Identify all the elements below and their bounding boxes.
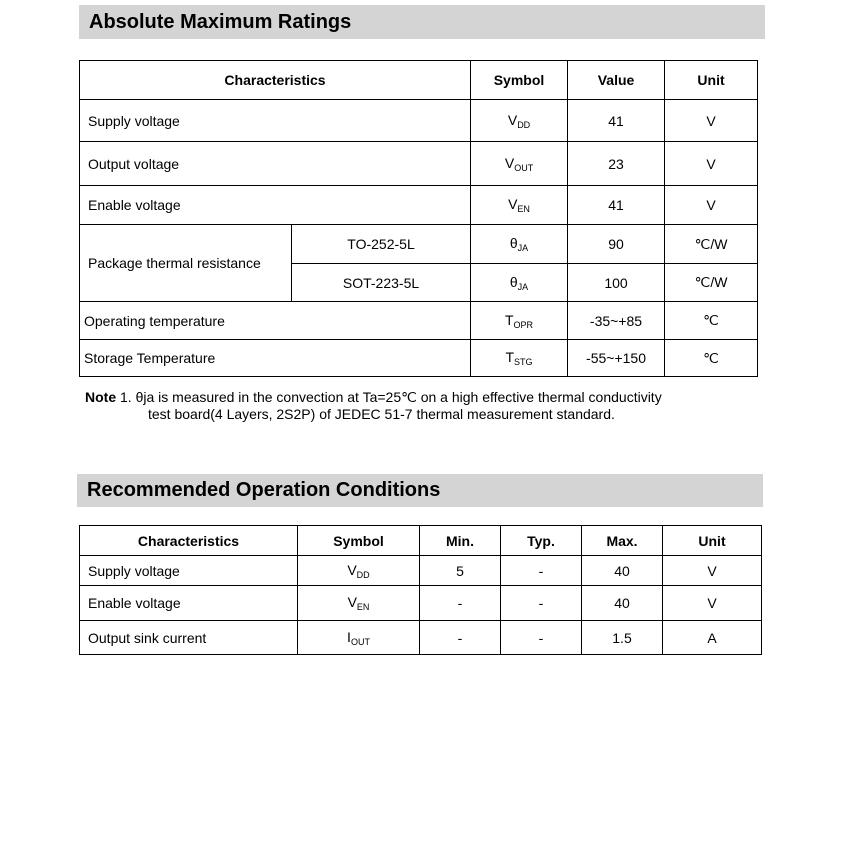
characteristic-cell: Output voltage — [80, 142, 471, 186]
symbol-cell — [471, 225, 568, 264]
symbol-letter: θ — [509, 235, 518, 251]
package-cell: SOT-223-5L — [292, 264, 471, 302]
unit-cell: ℃ — [665, 340, 758, 377]
symbol-cell — [298, 586, 420, 621]
header-unit: Unit — [665, 61, 758, 100]
note-text-1: 1. θja is measured in the convection at Ta=25℃ on a high effective thermal conductivity — [116, 389, 662, 405]
header-symbol: Symbol — [298, 526, 420, 556]
unit-cell: A — [663, 621, 762, 655]
header-typ: Typ. — [501, 526, 582, 556]
header-unit: Unit — [663, 526, 762, 556]
unit-cell: V — [663, 556, 762, 586]
value-cell: 100 — [568, 264, 665, 302]
typ-cell: - — [501, 586, 582, 621]
symbol-subscript: OPR — [513, 319, 534, 330]
min-cell: - — [420, 586, 501, 621]
unit-cell: ℃/W — [665, 264, 758, 302]
characteristic-cell: Supply voltage — [80, 100, 471, 142]
symbol-subscript: DD — [517, 119, 531, 130]
header-characteristics: Characteristics — [80, 61, 471, 100]
symbol-letter: V — [347, 561, 357, 578]
value-cell: -55~+150 — [568, 340, 665, 377]
symbol-letter: V — [507, 111, 518, 128]
symbol-letter: V — [347, 594, 357, 610]
symbol-letter: V — [504, 154, 515, 171]
max-cell: 40 — [582, 586, 663, 621]
symbol-letter: T — [505, 349, 515, 365]
min-cell: 5 — [420, 556, 501, 586]
characteristic-cell: Package thermal resistance — [80, 225, 292, 302]
header-symbol: Symbol — [471, 61, 568, 100]
symbol-subscript: OUT — [350, 636, 370, 647]
note-label: Note — [85, 389, 117, 405]
header-value: Value — [568, 61, 665, 100]
symbol-cell — [471, 264, 568, 302]
unit-cell: V — [665, 142, 758, 186]
symbol-cell — [471, 340, 568, 377]
unit-cell: V — [665, 186, 758, 225]
value-cell: -35~+85 — [568, 302, 665, 340]
note-line-1 — [85, 389, 662, 406]
symbol-cell — [471, 186, 568, 225]
symbol-cell — [471, 142, 568, 186]
thermal-note — [85, 389, 662, 423]
table-row — [80, 340, 758, 377]
value-cell: 41 — [568, 186, 665, 225]
symbol-letter: V — [508, 196, 518, 212]
note-text-2: test board(4 Layers, 2S2P) of JEDEC 51-7 thermal measurement standard. — [148, 406, 615, 422]
table-row — [80, 586, 762, 621]
characteristic-cell: Enable voltage — [80, 186, 471, 225]
symbol-letter: T — [504, 311, 514, 328]
table-row — [80, 302, 758, 340]
characteristic-cell: Storage Temperature — [80, 340, 471, 377]
package-cell: TO-252-5L — [292, 225, 471, 264]
header-min: Min. — [420, 526, 501, 556]
symbol-cell — [471, 302, 568, 340]
table-row — [80, 225, 758, 264]
value-cell: 23 — [568, 142, 665, 186]
symbol-subscript: STG — [514, 357, 533, 367]
characteristic-cell: Enable voltage — [80, 586, 298, 621]
table-header-row — [80, 526, 762, 556]
table-row — [80, 142, 758, 186]
symbol-subscript: DD — [356, 569, 370, 580]
header-characteristics: Characteristics — [80, 526, 298, 556]
unit-cell: ℃/W — [665, 225, 758, 264]
characteristic-cell: Operating temperature — [80, 302, 471, 340]
symbol-letter: I — [347, 628, 351, 645]
symbol-subscript: JA — [517, 281, 529, 292]
symbol-cell — [298, 556, 420, 586]
max-cell: 40 — [582, 556, 663, 586]
table-row — [80, 186, 758, 225]
header-max: Max. — [582, 526, 663, 556]
table-row — [80, 100, 758, 142]
symbol-subscript: EN — [356, 602, 370, 612]
amr-section-title: Absolute Maximum Ratings — [79, 5, 765, 39]
table-row — [80, 556, 762, 586]
absolute-maximum-ratings-table — [79, 60, 758, 377]
symbol-subscript: OUT — [514, 162, 534, 173]
symbol-cell — [298, 621, 420, 655]
unit-cell: ℃ — [665, 302, 758, 340]
recommended-operation-conditions-table — [79, 525, 762, 655]
min-cell: - — [420, 621, 501, 655]
symbol-cell — [471, 100, 568, 142]
symbol-subscript: JA — [517, 243, 529, 253]
table-row — [80, 621, 762, 655]
unit-cell: V — [665, 100, 758, 142]
unit-cell: V — [663, 586, 762, 621]
max-cell: 1.5 — [582, 621, 663, 655]
typ-cell: - — [501, 556, 582, 586]
symbol-letter: θ — [509, 273, 518, 290]
typ-cell: - — [501, 621, 582, 655]
characteristic-cell: Supply voltage — [80, 556, 298, 586]
symbol-subscript: EN — [517, 204, 530, 214]
table-header-row — [80, 61, 758, 100]
value-cell: 41 — [568, 100, 665, 142]
value-cell: 90 — [568, 225, 665, 264]
roc-section-title: Recommended Operation Conditions — [77, 474, 763, 507]
characteristic-cell: Output sink current — [80, 621, 298, 655]
